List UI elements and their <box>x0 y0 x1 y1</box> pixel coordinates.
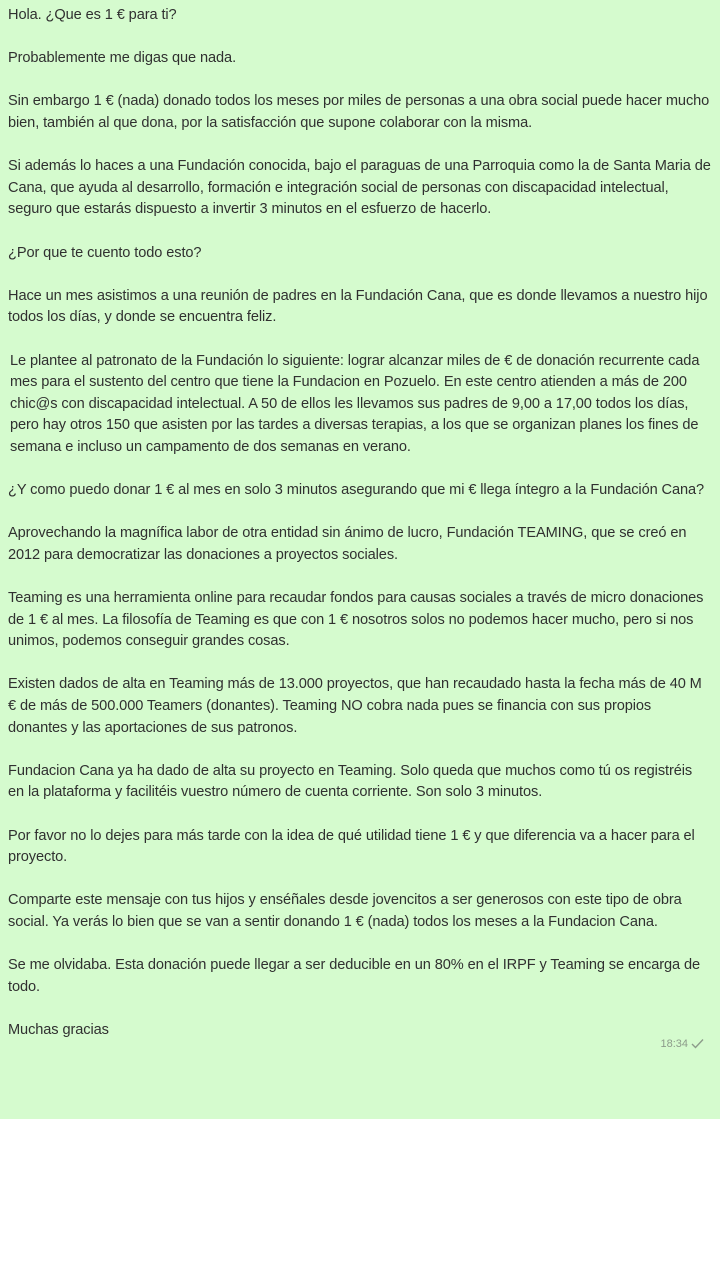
single-check-icon <box>691 1038 704 1049</box>
message-paragraph: Fundacion Cana ya ha dado de alta su proyecto en Teaming. Solo queda que muchos como tú os registréis en la plataforma y facilitéis vuestro número de cuenta corriente. Son solo 3 minutos. <box>8 762 693 801</box>
message-paragraph: Probablemente me digas que nada. <box>8 50 237 67</box>
message-paragraph: Hace un mes asistimos a una reunión de padres en la Fundación Cana, que es donde llevamos a nuestro hijo todos los días, y donde se encuentra feliz. <box>8 287 708 326</box>
message-time: 18:34 <box>660 1037 688 1050</box>
message-paragraph: Si además lo haces a una Fundación conocida, bajo el paraguas de una Parroquia como la de Santa Maria de Cana, que ayuda al desarrollo, formación e integración social de personas con discapacidad intelectual, seguro que estarás dispuesto a invertir 3 minutos en el esfuerzo de hacerlo. <box>8 158 711 218</box>
message-paragraph: Hola. ¿Que es 1 € para ti? <box>8 7 177 23</box>
message-paragraph: Teaming es una herramienta online para recaudar fondos para causas sociales a través de micro donaciones de 1 € al mes. La filosofía de Teaming es que con 1 € nosotros solos no podemos hacer mucho, pero si nos unimos, podemos conseguir grandes cosas. <box>8 590 704 650</box>
message-paragraph: Muchas gracias <box>8 1021 109 1038</box>
message-paragraph: Por favor no lo dejes para más tarde con la idea de qué utilidad tiene 1 € y que diferencia va a hacer para el proyecto. <box>8 827 695 866</box>
message-paragraph: Aprovechando la magnífica labor de otra entidad sin ánimo de lucro, Fundación TEAMING, que se creó en 2012 para democratizar las donaciones a proyectos sociales. <box>8 525 687 563</box>
message-paragraph: Existen dados de alta en Teaming más de 13.000 proyectos, que han recaudado hasta la fecha más de 40 M € de más de 500.000 Teamers (donantes). Teaming NO cobra nada pues se financia con sus propios donantes y las aportaciones de sus patronos. <box>8 676 702 736</box>
message-paragraph: Se me olvidaba. Esta donación puede llegar a ser deducible en un 80% en el IRPF y Teaming se encarga de todo. <box>8 957 701 995</box>
message-paragraph: Le plantee al patronato de la Fundación lo siguiente: lograr alcanzar miles de € de donación recurrente cada mes para el sustento del centro que tiene la Fundacion en Pozuelo. En este centro atienden a más de 200 chic@s con discapacidad intelectual. A 50 de ellos les llevamos sus padres de 9,00 a 17,00 todos los días, pero hay otros 150 que asisten por las tardes a diversas terapias, a los que se organizan planes los fines de semana e incluso un campamento de dos semanas en verano. <box>10 352 700 455</box>
message-paragraph: Comparte este mensaje con tus hijos y enséñales desde jovencitos a ser generosos con este tipo de obra social. Ya verás lo bien que se van a sentir donando 1 € (nada) todos los meses a la Fundacion Cana. <box>8 892 682 930</box>
message-paragraph: ¿Por que te cuento todo esto? <box>8 244 202 261</box>
message-paragraph: ¿Y como puedo donar 1 € al mes en solo 3 minutos asegurando que mi € llega íntegro a la Fundación Cana? <box>8 482 705 499</box>
message-footer-row <box>8 1020 712 1050</box>
message-paragraph: Sin embargo 1 € (nada) donado todos los meses por miles de personas a una obra social puede hacer mucho bien, también al que dona, por la satisfacción que supone colaborar con la misma. <box>8 93 710 131</box>
message-meta <box>660 1038 704 1050</box>
